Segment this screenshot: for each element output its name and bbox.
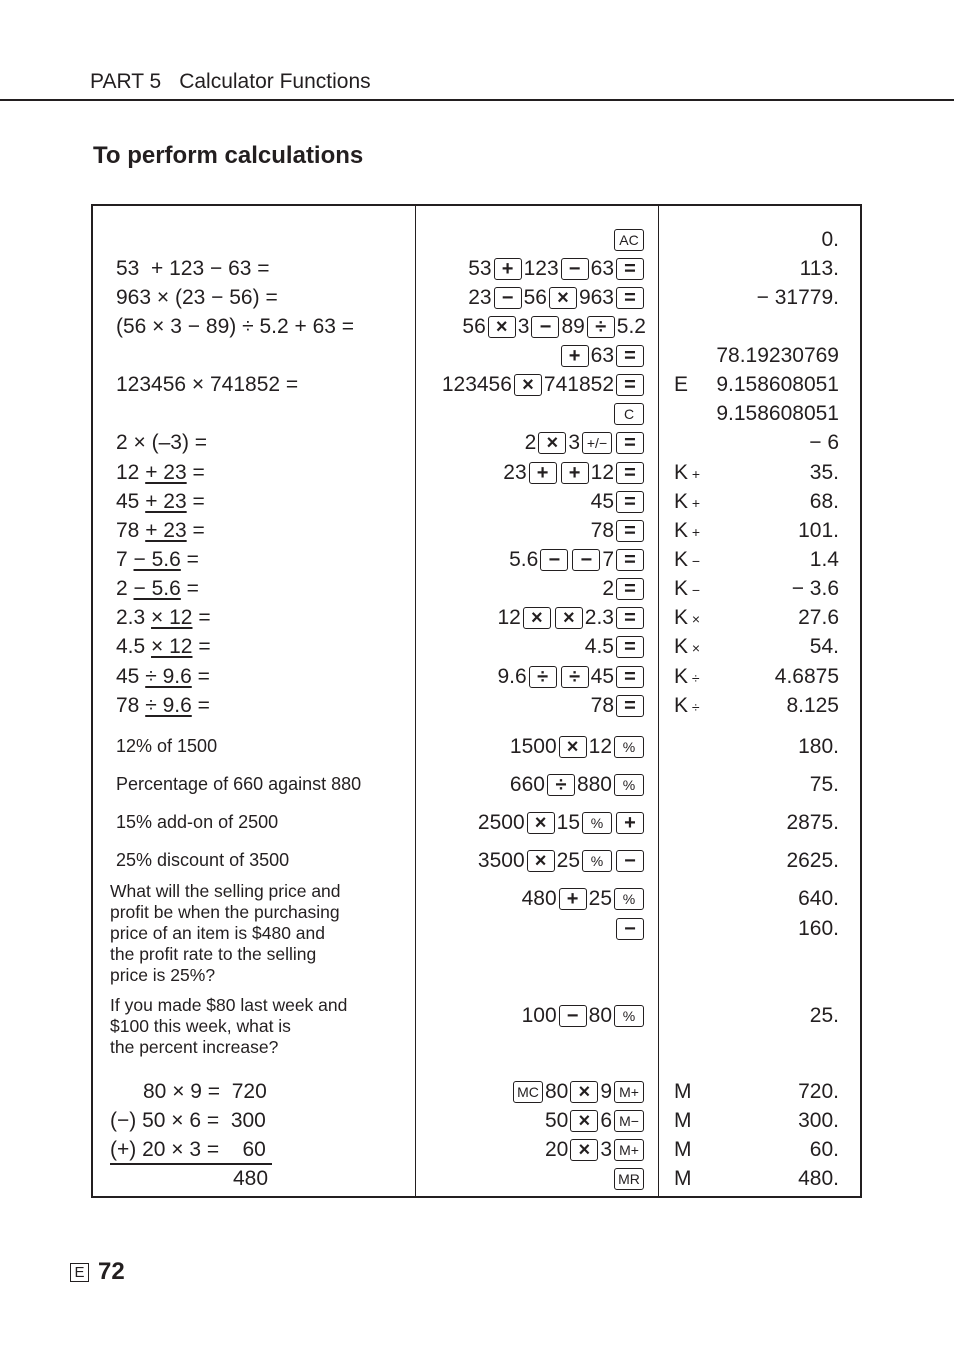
- key-operation: [591, 691, 646, 720]
- key-number: 7: [602, 547, 614, 571]
- table-row: [93, 428, 860, 457]
- multiply-key: ×: [523, 607, 551, 629]
- equals-key: =: [616, 258, 644, 280]
- key-number: 12: [590, 460, 614, 484]
- table-row: [93, 516, 860, 545]
- expression-operand: 2: [116, 577, 134, 600]
- table-row: [93, 1001, 860, 1030]
- display-indicator: [674, 1135, 692, 1164]
- key-operation: [585, 632, 646, 661]
- display-result: 54.: [809, 635, 839, 658]
- expression-equals: =: [191, 665, 210, 688]
- display-result: 640.: [798, 887, 839, 910]
- display-indicator: [674, 458, 700, 489]
- key-number: 123456: [441, 372, 512, 396]
- minus-key: −: [616, 918, 644, 940]
- key-operation: [478, 846, 646, 875]
- expression-operand: 45: [116, 665, 146, 688]
- display-result: 27.6: [798, 606, 839, 629]
- expression: 123456 × 741852 =: [116, 373, 299, 396]
- key-number: 45: [590, 489, 614, 513]
- display-result: 8.125: [786, 694, 839, 717]
- minus-key: −: [540, 549, 568, 571]
- key-operation: [497, 662, 646, 691]
- table-row: [93, 341, 860, 370]
- display-indicator: [674, 1164, 692, 1193]
- constant-term: × 12: [151, 635, 193, 658]
- key-operation: [545, 1106, 646, 1135]
- key-number: 80: [588, 1003, 612, 1027]
- section-label: Calculator Functions: [179, 70, 371, 93]
- key-operation: [522, 1001, 646, 1030]
- display-result: 68.: [809, 490, 839, 513]
- display-result: 4.6875: [774, 665, 839, 688]
- language-box: E: [70, 1263, 89, 1282]
- equals-key: =: [616, 549, 644, 571]
- key-number: 480: [521, 886, 557, 910]
- increase-question: If you made $80 last week and $100 this week, what is the percent increase?: [110, 995, 348, 1057]
- display-result: 1.4: [809, 548, 839, 571]
- table-row: [93, 283, 860, 312]
- key-operation: [545, 1135, 646, 1164]
- display-indicator: [674, 487, 700, 518]
- key-operation: [510, 732, 646, 761]
- constant-operator: −: [688, 553, 701, 569]
- minus-key: −: [572, 549, 600, 571]
- equals-key: =: [616, 578, 644, 600]
- clear-key: C: [614, 403, 644, 425]
- indicator-letter: K: [674, 519, 689, 542]
- multiply-key: ×: [527, 850, 555, 872]
- table-row: [93, 458, 860, 487]
- display-result: 0.: [821, 228, 839, 251]
- key-operation: [511, 1077, 646, 1106]
- display-indicator: [674, 1077, 692, 1106]
- key-number: 12: [497, 605, 521, 629]
- key-number: 5.2: [616, 314, 646, 338]
- profit-question: What will the selling price and profit be when the purchasing price of an item is $480 and the profit rate to the selling price is 25%?: [110, 881, 341, 985]
- table-row: [93, 1164, 860, 1193]
- expression-operand: 7: [116, 548, 134, 571]
- key-number: 100: [521, 1003, 557, 1027]
- equals-key: =: [616, 287, 644, 309]
- display-indicator: [674, 691, 700, 722]
- key-number: 3: [568, 430, 580, 454]
- sign-change-key: +/−: [582, 432, 612, 454]
- minus-key: −: [559, 1005, 587, 1027]
- display-result: 25.: [809, 1004, 839, 1027]
- equals-key: =: [616, 374, 644, 396]
- indicator-letter: K: [674, 665, 689, 688]
- table-row: [93, 545, 860, 574]
- expression: [116, 545, 199, 574]
- table-row: [93, 370, 860, 399]
- percent-key: %: [614, 736, 644, 758]
- display-result: 75.: [809, 773, 839, 796]
- table-row: [93, 884, 860, 913]
- key-operation: [510, 770, 646, 799]
- expression: 25% discount of 3500: [116, 850, 290, 870]
- key-number: 963: [578, 285, 614, 309]
- key-number: 741852: [543, 372, 614, 396]
- expression: (−) 50 × 6 = 300: [110, 1109, 266, 1132]
- expression: [116, 458, 205, 487]
- constant-operator: ×: [688, 611, 701, 627]
- plus-key: +: [494, 258, 522, 280]
- divide-key: ÷: [529, 666, 557, 688]
- table-row: [93, 1135, 860, 1164]
- multiply-key: ×: [549, 287, 577, 309]
- expression-equals: =: [186, 519, 205, 542]
- display-result: 2875.: [786, 811, 839, 834]
- display-result: 180.: [798, 735, 839, 758]
- table-row: [93, 312, 860, 341]
- display-result: 35.: [809, 461, 839, 484]
- expression-equals: =: [180, 548, 199, 571]
- plus-key: +: [561, 345, 589, 367]
- multiply-key: ×: [514, 374, 542, 396]
- key-number: 3: [517, 314, 530, 338]
- key-number: 1500: [509, 734, 557, 758]
- display-result: 78.19230769: [716, 344, 839, 367]
- key-number: 56: [523, 285, 547, 309]
- key-number: 2.3: [584, 605, 614, 629]
- indicator-letter: K: [674, 461, 689, 484]
- display-result: 2625.: [786, 849, 839, 872]
- expression: [116, 516, 205, 545]
- equals-key: =: [616, 462, 644, 484]
- key-number: 63: [590, 256, 614, 280]
- key-operation: [612, 225, 646, 254]
- key-number: 50: [544, 1108, 569, 1132]
- table-row: [93, 487, 860, 516]
- key-number: 45: [590, 664, 614, 688]
- key-number: 20: [544, 1137, 569, 1161]
- expression: 12% of 1500: [116, 736, 218, 756]
- constant-operator: +: [688, 466, 701, 482]
- display-result: − 31779.: [756, 286, 839, 309]
- percent-key: %: [614, 888, 644, 910]
- key-operation: [522, 884, 646, 913]
- table-row: [93, 399, 860, 428]
- indicator-letter: K: [674, 577, 689, 600]
- minus-key: −: [616, 850, 644, 872]
- constant-term: × 12: [151, 606, 193, 629]
- key-operation: [462, 312, 646, 341]
- table-row: [93, 662, 860, 691]
- key-number: 6: [600, 1108, 612, 1132]
- key-operation: [503, 458, 646, 487]
- expression: 15% add-on of 2500: [116, 812, 279, 832]
- table-row: [93, 1077, 860, 1106]
- part-label: PART 5: [90, 70, 162, 93]
- key-number: 25: [588, 886, 612, 910]
- display-result: − 3.6: [791, 577, 839, 600]
- key-number: 25: [556, 848, 580, 872]
- key-operation: [468, 254, 646, 283]
- expression-equals: =: [180, 577, 199, 600]
- table-row: [93, 603, 860, 632]
- display-result: 60.: [809, 1138, 839, 1161]
- key-number: 2: [524, 430, 537, 454]
- multiply-key: ×: [488, 316, 516, 338]
- expression: Percentage of 660 against 880: [116, 774, 362, 794]
- expression: 480: [233, 1167, 269, 1190]
- divide-key: ÷: [561, 666, 589, 688]
- key-operation: [497, 603, 646, 632]
- display-indicator: [674, 574, 700, 605]
- table-row: [93, 1106, 860, 1135]
- table-row: [93, 846, 860, 875]
- key-number: 78: [590, 693, 614, 717]
- display-indicator: [674, 662, 700, 693]
- display-indicator: [674, 603, 700, 634]
- multiply-key: ×: [527, 812, 555, 834]
- key-number: 4.5: [584, 634, 614, 658]
- key-operation: [525, 428, 646, 457]
- display-result: 300.: [798, 1109, 839, 1132]
- table-row: [93, 254, 860, 283]
- equals-key: =: [616, 345, 644, 367]
- key-number: 880: [576, 772, 612, 796]
- key-number: 23: [468, 285, 492, 309]
- expression-operand: 78: [116, 694, 146, 717]
- key-number: 3500: [477, 848, 525, 872]
- constant-term: + 23: [145, 461, 187, 484]
- display-indicator: [674, 545, 700, 576]
- plus-key: +: [561, 462, 589, 484]
- memory-clear-key: MC: [513, 1081, 543, 1103]
- indicator-letter: K: [674, 490, 689, 513]
- key-operation: [591, 487, 646, 516]
- display-indicator: [674, 632, 700, 663]
- minus-key: −: [531, 316, 559, 338]
- key-operation: [442, 370, 646, 399]
- plus-key: +: [616, 812, 644, 834]
- equals-key: =: [616, 636, 644, 658]
- key-number: 123: [523, 256, 559, 280]
- multiply-key: ×: [570, 1081, 598, 1103]
- constant-operator: +: [688, 495, 701, 511]
- key-operation: [612, 399, 646, 428]
- memory-plus-key: M+: [614, 1081, 644, 1103]
- expression-equals: =: [192, 606, 211, 629]
- key-operation: [478, 808, 646, 837]
- expression: [116, 691, 210, 720]
- indicator-letter: M: [674, 1138, 692, 1161]
- memory-minus-key: M−: [614, 1110, 644, 1132]
- percent-key: %: [582, 812, 612, 834]
- equals-key: =: [616, 520, 644, 542]
- expression-equals: =: [186, 490, 205, 513]
- table-row: [93, 808, 860, 837]
- multiply-key: ×: [570, 1110, 598, 1132]
- expression: (+) 20 × 3 = 60: [110, 1138, 266, 1161]
- key-number: 80: [544, 1079, 569, 1103]
- expression-operand: 45: [116, 490, 146, 513]
- key-number: 5.6: [509, 547, 539, 571]
- display-indicator: [674, 516, 700, 547]
- table-row: [93, 632, 860, 661]
- key-number: 2500: [477, 810, 525, 834]
- indicator-letter: K: [674, 635, 689, 658]
- equals-key: =: [616, 491, 644, 513]
- percent-key: %: [582, 850, 612, 872]
- display-result: 113.: [799, 257, 839, 280]
- key-number: 2: [602, 576, 614, 600]
- equals-key: =: [616, 666, 644, 688]
- table-row: [93, 732, 860, 761]
- divide-key: ÷: [587, 316, 615, 338]
- table-row: [93, 691, 860, 720]
- constant-operator: −: [688, 582, 701, 598]
- plus-key: +: [559, 888, 587, 910]
- key-operation: [509, 545, 646, 574]
- equals-key: =: [616, 607, 644, 629]
- expression: 53 + 123 − 63 =: [116, 257, 270, 280]
- equals-key: =: [616, 432, 644, 454]
- table-row: [93, 574, 860, 603]
- constant-term: + 23: [145, 490, 187, 513]
- constant-term: ÷ 9.6: [145, 665, 192, 688]
- display-result: 9.158608051: [716, 373, 839, 396]
- key-number: 9: [600, 1079, 612, 1103]
- multiply-key: ×: [559, 736, 587, 758]
- multiply-key: ×: [570, 1139, 598, 1161]
- minus-key: −: [494, 287, 522, 309]
- expression: 80 × 9 = 720: [143, 1080, 267, 1103]
- constant-term: + 23: [145, 519, 187, 542]
- percent-key: %: [614, 774, 644, 796]
- expression: [116, 574, 199, 603]
- expression-equals: =: [186, 461, 205, 484]
- header-rule: [0, 99, 954, 101]
- display-indicator: [674, 370, 688, 399]
- key-number: 63: [590, 343, 614, 367]
- indicator-letter: E: [674, 373, 689, 396]
- expression-operand: 2.3: [116, 606, 152, 629]
- expression: [116, 603, 211, 632]
- key-number: 12: [588, 734, 612, 758]
- display-result: 480.: [798, 1167, 839, 1190]
- display-result: 720.: [798, 1080, 839, 1103]
- expression-equals: =: [192, 635, 211, 658]
- calculation-table: [91, 204, 862, 1198]
- display-result: 101.: [798, 519, 839, 542]
- expression-operand: 12: [116, 461, 146, 484]
- constant-term: − 5.6: [133, 548, 181, 571]
- memory-recall-key: MR: [614, 1168, 644, 1190]
- constant-operator: +: [688, 524, 701, 540]
- equals-key: =: [616, 695, 644, 717]
- indicator-letter: K: [674, 606, 689, 629]
- display-result: 160.: [798, 917, 839, 940]
- expression: (56 × 3 − 89) ÷ 5.2 + 63 =: [116, 315, 355, 338]
- memory-plus-key: M+: [614, 1139, 644, 1161]
- table-row: [93, 770, 860, 799]
- page-footer: [70, 1258, 125, 1286]
- key-number: 53: [468, 256, 492, 280]
- table-row: [93, 914, 860, 943]
- plus-key: +: [529, 462, 557, 484]
- percent-key: %: [614, 1005, 644, 1027]
- key-number: 89: [561, 314, 585, 338]
- key-number: 15: [556, 810, 580, 834]
- constant-term: ÷ 9.6: [145, 694, 192, 717]
- key-operation: [591, 516, 646, 545]
- all-clear-key: AC: [614, 229, 644, 251]
- expression: [116, 662, 210, 691]
- key-number: 9.6: [497, 664, 527, 688]
- key-number: 3: [600, 1137, 612, 1161]
- display-result: 9.158608051: [716, 402, 839, 425]
- key-number: 23: [503, 460, 527, 484]
- running-header: [90, 70, 371, 94]
- multiply-key: ×: [538, 432, 566, 454]
- minus-key: −: [561, 258, 589, 280]
- display-result: − 6: [809, 431, 839, 454]
- indicator-letter: M: [674, 1167, 692, 1190]
- table-row: [93, 225, 860, 254]
- expression-operand: 4.5: [116, 635, 152, 658]
- constant-operator: ×: [688, 640, 701, 656]
- constant-operator: ÷: [688, 699, 700, 715]
- key-operation: [614, 914, 646, 943]
- multiply-key: ×: [555, 607, 583, 629]
- key-number: 660: [509, 772, 545, 796]
- key-number: 56: [462, 314, 486, 338]
- indicator-letter: M: [674, 1080, 692, 1103]
- constant-term: − 5.6: [133, 577, 181, 600]
- page-title: To perform calculations: [93, 142, 364, 169]
- expression: [116, 487, 205, 516]
- key-operation: [468, 283, 646, 312]
- indicator-letter: K: [674, 694, 689, 717]
- key-operation: [559, 341, 646, 370]
- page-number: 72: [98, 1258, 125, 1285]
- expression: [116, 632, 211, 661]
- indicator-letter: K: [674, 548, 689, 571]
- key-number: 78: [590, 518, 614, 542]
- key-operation: [602, 574, 646, 603]
- expression: 963 × (23 − 56) =: [116, 286, 278, 309]
- expression-operand: 78: [116, 519, 146, 542]
- expression: 2 × (–3) =: [116, 431, 208, 454]
- display-indicator: [674, 1106, 692, 1135]
- indicator-letter: M: [674, 1109, 692, 1132]
- divide-key: ÷: [547, 774, 575, 796]
- key-operation: [612, 1164, 646, 1193]
- constant-operator: ÷: [688, 670, 700, 686]
- expression-equals: =: [191, 694, 210, 717]
